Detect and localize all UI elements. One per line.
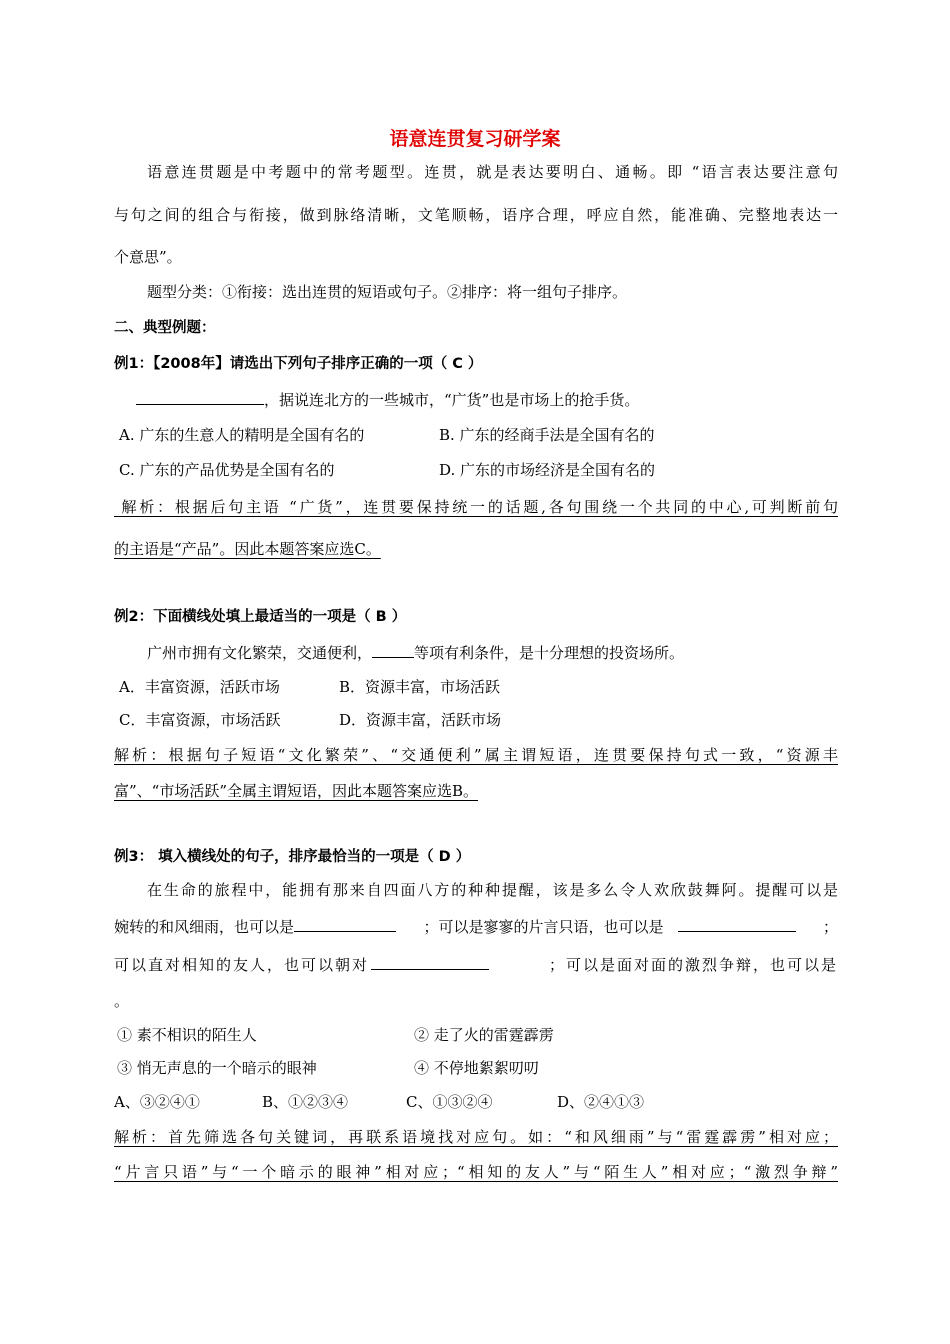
example-1-question: 例1：【2008年】请选出下列句子排序正确的一项（ C ） <box>114 356 483 372</box>
example-1-analysis-line-1: 解析：根据后句主语 “广货”，连贯要保持统一的话题,各句围绕一个共同的中心,可判断前句 <box>114 498 838 516</box>
answer-blank <box>372 641 414 658</box>
example-2-stem-before: 广州市拥有文化繁荣，交通便利， <box>147 644 373 662</box>
answer-blank <box>294 915 396 932</box>
example-1-option-a: A. 广东的生意人的精明是全国有名的 <box>119 426 365 444</box>
example-1-options-row-2 <box>114 458 843 482</box>
example-3-items-row-2 <box>114 1056 841 1080</box>
example-2-options-row-1 <box>114 675 843 699</box>
example-2-option-c: C．丰富资源，市场活跃 <box>119 711 281 729</box>
example-3-item-2: ② 走了火的雷霆霹雳 <box>414 1026 554 1044</box>
example-3-item-1: ① 素不相识的陌生人 <box>117 1026 257 1044</box>
example-2-stem-after: 等项有利条件，是十分理想的投资场所。 <box>414 644 685 662</box>
example-2-analysis-line-2: 富”、“市场活跃”全属主谓短语，因此本题答案应选B。 <box>114 782 479 800</box>
example-3-stem-line-2-part-c: ； <box>822 918 838 936</box>
intro-paragraph-line-1: 语意连贯题是中考题中的常考题型。连贯，就是表达要明白、通畅。即 “语言表达要注意句 <box>147 163 838 181</box>
example-3-stem-line-2 <box>114 915 838 939</box>
example-3-option-c: C、①③②④ <box>406 1093 493 1111</box>
question-types-paragraph: 题型分类：①衔接：选出连贯的短语或句子。②排序：将一组句子排序。 <box>147 283 628 301</box>
example-3-stem-line-2-part-a: 婉转的和风细雨，也可以是 <box>114 915 396 939</box>
example-1-stem <box>114 388 860 412</box>
example-1-option-b: B. 广东的经商手法是全国有名的 <box>439 426 655 444</box>
example-3-stem-line-1: 在生命的旅程中，能拥有那来自四面八方的种种提醒，该是多么令人欢欣鼓舞阿。提醒可以是 <box>147 881 838 899</box>
example-3-analysis-line-1: 解析：首先筛选各句关键词，再联系语境找对应句。如：“和风细雨”与“雷霆霹雳”相对应； <box>114 1128 838 1146</box>
example-3-stem-line-4: 。 <box>114 992 130 1010</box>
answer-blank <box>136 388 264 405</box>
example-3-option-a: A、③②④① <box>114 1093 200 1111</box>
intro-paragraph-line-2: 与句之间的组合与衔接，做到脉络清晰，文笔顺畅，语序合理，呼应自然，能准确、完整地表达一 <box>114 206 838 224</box>
example-1-option-d: D. 广东的市场经济是全国有名的 <box>439 461 656 479</box>
example-1-analysis-line-2: 的主语是“产品”。因此本题答案应选C。 <box>114 540 381 558</box>
answer-blank <box>371 953 489 970</box>
intro-paragraph-line-3: 个意思”。 <box>114 248 182 266</box>
example-3-stem-line-3-part-a: 可以直对相知的友人，也可以朝对 <box>114 953 489 977</box>
example-3-items-row-1 <box>114 1023 841 1047</box>
example-3-option-d: D、②④①③ <box>557 1093 645 1111</box>
example-3-analysis-line-2: “片言只语”与“一个暗示的眼神”相对应；“相知的友人”与“陌生人”相对应；“激烈争辩” <box>114 1163 838 1181</box>
example-2-option-b: B．资源丰富，市场活跃 <box>339 678 501 696</box>
example-3-stem-line-3-part-b: ；可以是面对面的激烈争辩，也可以是 <box>548 956 838 974</box>
example-2-question: 例2：下面横线处填上最适当的一项是（ B ） <box>114 609 407 625</box>
answer-blank <box>678 915 796 932</box>
example-2-option-a: A．丰富资源，活跃市场 <box>119 678 280 696</box>
example-1-stem-text: ，据说连北方的一些城市，“广货”也是市场上的抢手货。 <box>264 391 640 409</box>
example-3-question: 例3： 填入横线处的句子，排序最恰当的一项是（ D ） <box>114 849 471 865</box>
example-3-options-row <box>114 1090 838 1114</box>
document-title: 语意连贯复习研学案 <box>389 128 561 150</box>
example-3-stem-line-3 <box>114 953 838 977</box>
example-1-options-row-1 <box>114 423 843 447</box>
section-heading: 二、典型例题： <box>114 320 216 336</box>
example-2-analysis-line-1: 解析：根据句子短语“文化繁荣”、“交通便利”属主谓短语，连贯要保持句式一致，“资源丰 <box>114 746 838 764</box>
example-3-item-3: ③ 悄无声息的一个暗示的眼神 <box>117 1059 317 1077</box>
example-3-option-b: B、①②③④ <box>262 1093 349 1111</box>
example-2-option-d: D．资源丰富，活跃市场 <box>339 711 502 729</box>
example-2-stem <box>114 641 838 665</box>
example-3-stem-line-2-part-b: ；可以是寥寥的片言只语，也可以是 <box>423 915 795 939</box>
example-3-item-4: ④ 不停地絮絮叨叨 <box>414 1059 539 1077</box>
example-1-option-c: C. 广东的产品优势是全国有名的 <box>119 461 335 479</box>
example-2-options-row-2 <box>114 708 843 732</box>
